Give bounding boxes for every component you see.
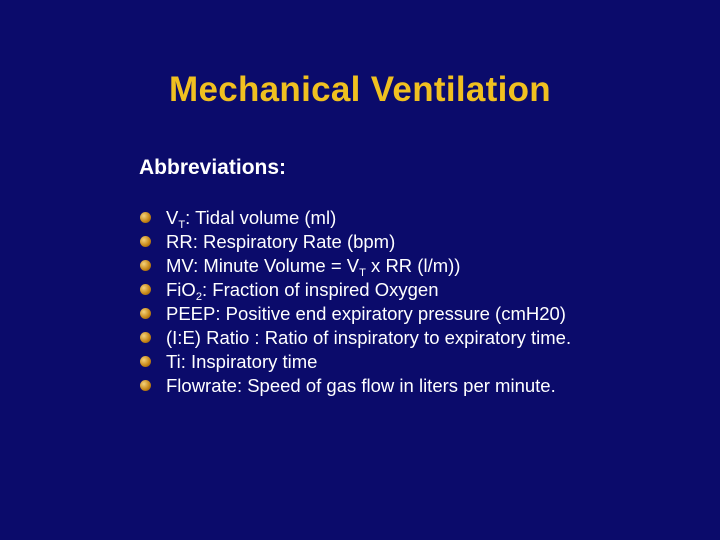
list-item-ie: [139, 327, 579, 349]
bullet-icon: [140, 380, 151, 391]
bullet-icon: [140, 356, 151, 367]
list-item-mv: [139, 255, 579, 277]
item-text: PEEP: Positive end expiratory pressure (cmH20): [166, 303, 566, 324]
bullet-icon: [140, 212, 151, 223]
item-text: MV: Minute Volume = $V_T$ x RR (l/m)): [166, 255, 461, 279]
item-text: RR: Respiratory Rate (bpm): [166, 231, 396, 252]
item-text: FiO$_2$: Fraction of inspired Oxygen: [166, 279, 439, 303]
slide-subtitle: Abbreviations:: [139, 156, 287, 179]
bullet-icon: [140, 284, 151, 295]
bullet-icon: [140, 308, 151, 319]
bullet-icon: [140, 236, 151, 247]
item-text: Flowrate: Speed of gas flow in liters per minute.: [166, 375, 556, 396]
item-text: Ti: Inspiratory time: [166, 351, 318, 372]
bullet-icon: [140, 260, 151, 271]
list-item-ti: [139, 351, 579, 373]
list-item-flowrate: [139, 375, 579, 397]
list-item-vt: [139, 207, 579, 229]
item-text: $V_T$: Tidal volume (ml): [166, 207, 337, 231]
item-text: (I:E) Ratio : Ratio of inspiratory to expiratory time.: [166, 327, 572, 348]
list-item-peep: [139, 303, 579, 325]
abbreviation-list: [139, 207, 579, 399]
bullet-icon: [140, 332, 151, 343]
slide-title: Mechanical Ventilation: [169, 70, 551, 109]
list-item-rr: [139, 231, 579, 253]
list-item-fio2: [139, 279, 579, 301]
